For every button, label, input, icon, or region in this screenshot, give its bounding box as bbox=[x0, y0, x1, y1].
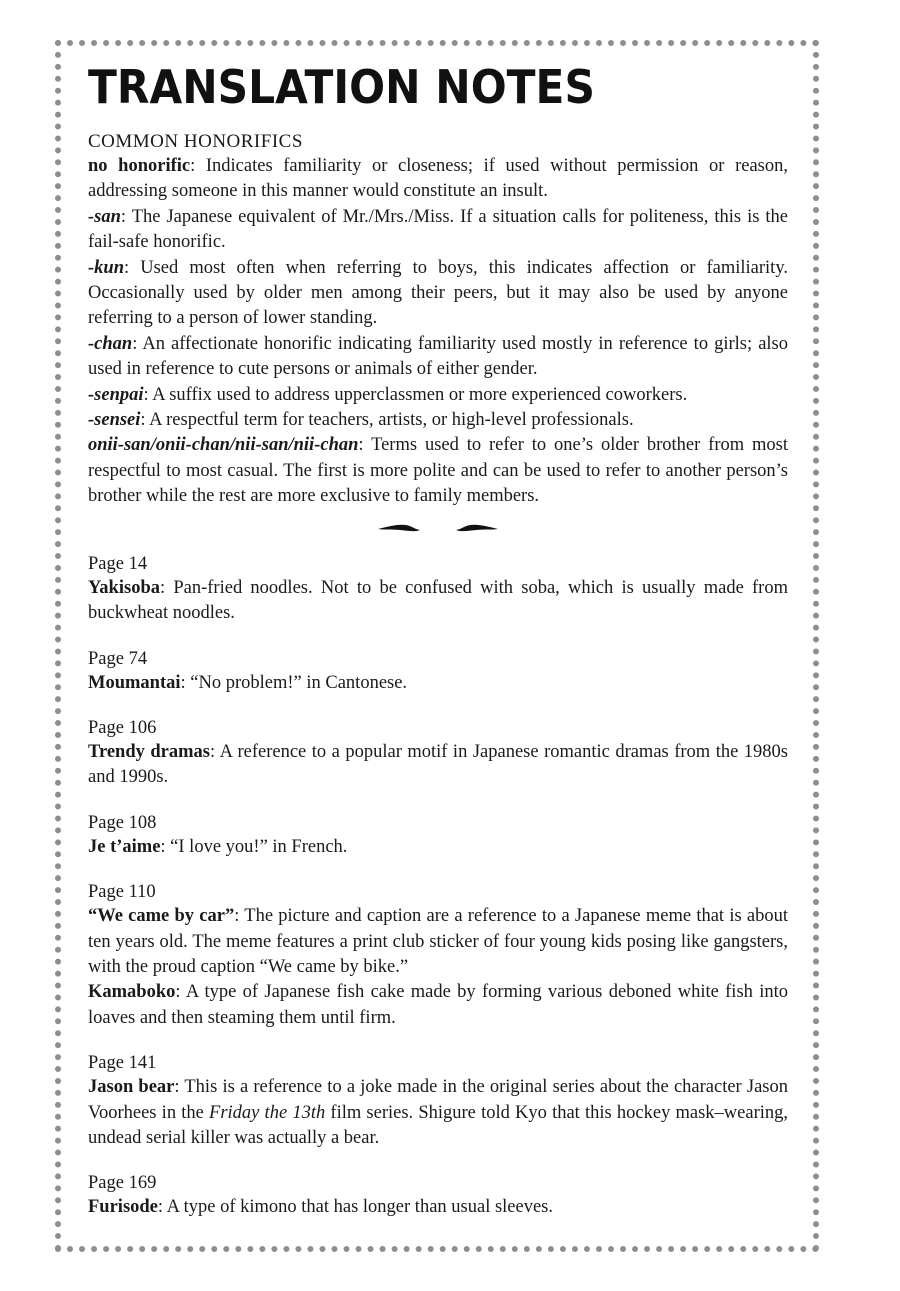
honorific-definition: : A respectful term for teachers, artists, or high-level professionals. bbox=[140, 410, 634, 431]
note-definition: : A type of kimono that has longer than usual sleeves. bbox=[157, 1197, 554, 1218]
honorific-term: -kun bbox=[88, 257, 124, 278]
note-term: Furisode bbox=[88, 1197, 158, 1218]
page-note-block bbox=[88, 1171, 788, 1220]
honorific-entry bbox=[88, 433, 788, 509]
honorific-term: -san bbox=[88, 206, 121, 227]
honorific-term: -sensei bbox=[88, 410, 141, 431]
honorific-entry bbox=[88, 408, 788, 433]
page-number-label: Page 108 bbox=[88, 812, 157, 833]
honorific-entry bbox=[88, 332, 788, 383]
note-entry bbox=[88, 835, 788, 860]
note-definition: : A reference to a popular motif in Japanese romantic dramas from the 1980s and 1990s. bbox=[88, 741, 788, 788]
honorific-entry bbox=[88, 256, 788, 332]
flourish-divider-icon bbox=[376, 520, 500, 538]
honorific-term: onii-san/onii-chan/nii-san/nii-chan bbox=[88, 435, 359, 456]
honorific-term: -chan bbox=[88, 333, 133, 354]
note-entry bbox=[88, 576, 788, 627]
note-term: Trendy dramas bbox=[88, 741, 210, 762]
page-title: TRANSLATION NOTES bbox=[88, 60, 595, 114]
page-number-label: Page 169 bbox=[88, 1173, 157, 1194]
page-note-block bbox=[88, 552, 788, 627]
note-definition: : A type of Japanese fish cake made by forming various deboned white fish into loaves and then steaming them until firm. bbox=[88, 982, 788, 1028]
note-definition: : Pan-fried noodles. Not to be confused with soba, which is usually made from buckwheat noodles. bbox=[88, 577, 788, 624]
honorific-definition: : An affectionate honorific indicating familiarity used mostly in reference to girls; also used in reference to cute persons or animals of either gender. bbox=[88, 333, 788, 380]
honorific-definition: : The Japanese equivalent of Mr./Mrs./Miss. If a situation calls for politeness, this is the fail-safe honorific. bbox=[88, 206, 788, 253]
page-note-block bbox=[88, 880, 788, 1031]
page-number-label: Page 14 bbox=[88, 553, 148, 574]
honorific-entry bbox=[88, 383, 788, 408]
note-term: Jason bear bbox=[88, 1077, 175, 1098]
honorific-entry bbox=[88, 205, 788, 256]
page-number-label: Page 110 bbox=[88, 882, 156, 903]
page-notes-section bbox=[88, 552, 788, 1221]
honorifics-section bbox=[88, 130, 788, 510]
note-definition-continued: film series. Shigure told Kyo that this hockey mask–wearing, undead serial killer was actually a bear. bbox=[88, 1102, 789, 1148]
note-term: Yakisoba bbox=[88, 577, 160, 598]
note-definition: : The picture and caption are a reference to a Japanese meme that is about ten years old. The meme features a print club sticker of four young kids posing like gangsters, with the proud caption “We came by bike.” bbox=[88, 906, 788, 977]
note-entry bbox=[88, 1075, 788, 1151]
honorifics-heading: COMMON HONORIFICS bbox=[88, 131, 303, 152]
page-number-label: Page 141 bbox=[88, 1053, 157, 1074]
page-note-block bbox=[88, 716, 788, 791]
film-title: Friday the 13th bbox=[209, 1102, 326, 1123]
note-definition: : “No problem!” in Cantonese. bbox=[180, 672, 408, 693]
honorific-entry bbox=[88, 154, 788, 205]
page-note-block bbox=[88, 647, 788, 696]
honorific-term: -senpai bbox=[88, 384, 144, 405]
note-term: Je t’aime bbox=[88, 836, 161, 857]
note-definition: : This is a reference to a joke made in the original series about the character Jason Voorhees in the bbox=[88, 1077, 788, 1123]
page-number-label: Page 106 bbox=[88, 717, 157, 738]
note-term: Kamaboko bbox=[88, 982, 176, 1003]
note-definition: : “I love you!” in French. bbox=[160, 836, 348, 857]
note-entry bbox=[88, 904, 788, 980]
honorific-definition: : Used most often when referring to boys, this indicates affection or familiarity. Occasionally used by older men among their peers, but it may also be used by anyone referring to a person of lower standing. bbox=[88, 257, 788, 329]
note-term: Moumantai bbox=[88, 672, 181, 693]
note-term: “We came by car” bbox=[88, 906, 235, 927]
page-note-block bbox=[88, 811, 788, 860]
translation-notes-content bbox=[88, 58, 788, 1221]
honorific-definition: : Indicates familiarity or closeness; if used without permission or reason, addressing someone in this manner would constitute an insult. bbox=[88, 156, 788, 202]
note-entry bbox=[88, 671, 788, 696]
note-entry bbox=[88, 740, 788, 791]
note-entry bbox=[88, 1195, 788, 1220]
note-entry bbox=[88, 980, 788, 1031]
ornamental-divider bbox=[88, 520, 788, 542]
page-note-block bbox=[88, 1051, 788, 1151]
honorific-definition: : A suffix used to address upperclassmen or more experienced coworkers. bbox=[143, 384, 688, 405]
page-number-label: Page 74 bbox=[88, 648, 148, 669]
honorific-term: no honorific bbox=[88, 156, 191, 176]
honorific-definition: : Terms used to refer to one’s older brother from most respectful to most casual. The first is more polite and can be used to refer to another person’s brother while the rest are more exclusive to family members. bbox=[88, 435, 788, 507]
